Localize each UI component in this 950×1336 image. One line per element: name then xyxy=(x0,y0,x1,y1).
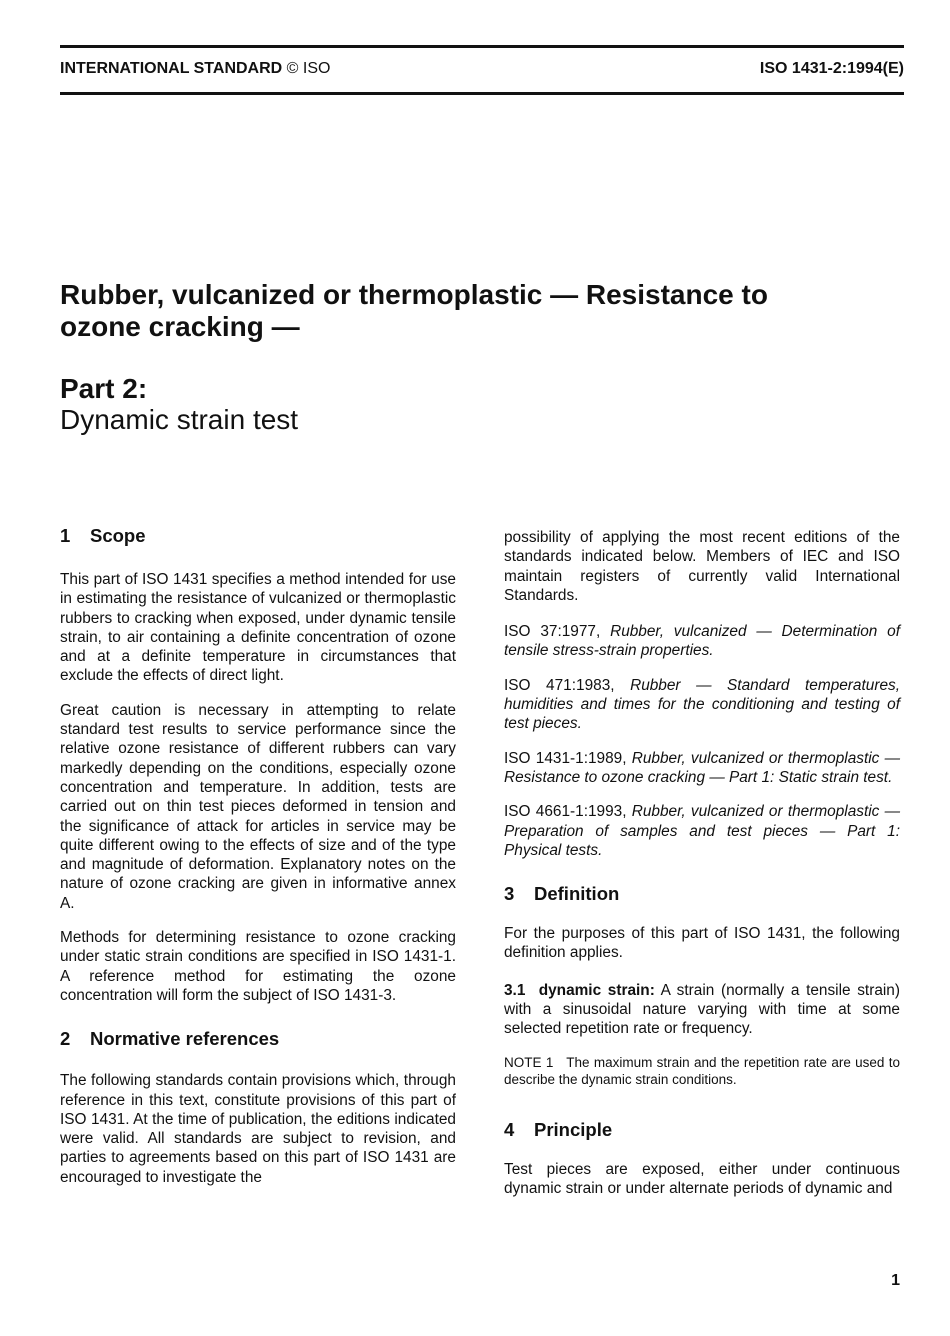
reference-iso-37: ISO 37:1977, Rubber, vulcanized — Determination of tensile stress-strain properties. xyxy=(504,623,901,660)
definition-paragraph: For the purposes of this part of ISO 1431, the following definition applies. xyxy=(504,925,900,962)
scope-paragraph-3: Methods for determining resistance to ozone cracking under static strain conditions are specified in ISO 1431-1. A reference method for estimating the ozone concentration will form the subject of ISO 1431-3. xyxy=(60,929,456,1004)
title-line-2: ozone cracking — xyxy=(60,311,300,342)
section-heading-normative-references: 2 Normative references xyxy=(60,1028,280,1050)
header-top-rule xyxy=(60,45,904,48)
scope-paragraph-1: This part of ISO 1431 specifies a method intended for use in estimating the resistance of vulcanized or thermoplastic rubbers to cracking when exposed, under dynamic tensile strain, to air containing a definite concentration of ozone and at a definite temperature in circumstances that exclude the effects of direct light. xyxy=(60,571,456,685)
part-label: Part 2: xyxy=(60,373,148,404)
reference-iso-4661-1: ISO 4661-1:1993, Rubber, vulcanized or thermoplastic — Preparation of samples and test pieces — Part 1: Physical tests. xyxy=(504,803,900,859)
section-heading-scope: 1 Scope xyxy=(60,525,146,546)
header-standard-label: INTERNATIONAL STANDARD xyxy=(60,60,283,77)
part-name: Dynamic strain test xyxy=(60,404,299,435)
section-heading-principle: 4 Principle xyxy=(504,1118,613,1140)
header-left xyxy=(60,60,330,78)
principle-paragraph: Test pieces are exposed, either under continuous dynamic strain or under alternate periods of dynamic and xyxy=(504,1160,900,1197)
right-column xyxy=(504,528,900,1213)
header-copyright: © ISO xyxy=(286,60,331,77)
definition-note: NOTE 1 The maximum strain and the repetition rate are used to describe the dynamic strain conditions. xyxy=(504,1054,900,1087)
document-title xyxy=(60,279,904,343)
page-number: 1 xyxy=(891,1272,900,1289)
normative-paragraph: The following standards contain provisions which, through reference in this text, constitute provisions of this part of ISO 1431. At the time of publication, the editions indicated were valid. All standards are subject to revision, and parties to agreements based on this part of ISO 1431 are encouraged to investigate the xyxy=(60,1072,456,1186)
reference-iso-471: ISO 471:1983, Rubber — Standard temperatures, humidities and times for the conditioning and testing of test pieces. xyxy=(504,676,900,733)
scope-paragraph-2: Great caution is necessary in attempting to relate standard test results to service performance since the relative ozone resistance of different rubbers can vary markedly depending on the conditions, especially ozone concentration and temperature. In addition, tests are carried out on thin test pieces deformed in tension and the significance of attack for articles in service may be quite different owing to the effects of size and of the type and magnitude of deformation. Explanatory notes on the nature of ozone cracking are given in informative annex A. xyxy=(60,701,456,912)
header-bottom-rule xyxy=(60,92,904,95)
section-heading-definition: 3 Definition xyxy=(504,883,620,905)
reference-iso-1431-1: ISO 1431-1:1989, Rubber, vulcanized or thermoplastic — Resistance to ozone cracking — Part 1: Static strain test. xyxy=(504,749,900,786)
header-document-number: ISO 1431-2:1994(E) xyxy=(759,60,904,77)
normative-paragraph-continued: possibility of applying the most recent editions of the standards indicated below. Members of IEC and ISO maintain registers of currently valid International Standards. xyxy=(504,529,900,604)
title-line-1: Rubber, vulcanized or thermoplastic — Resistance to xyxy=(60,279,768,310)
definition-term: 3.1 dynamic strain: A strain (normally a tensile strain) with a sinusoidal nature varying with time at some selected repetition rate or frequency. xyxy=(504,981,900,1038)
left-column xyxy=(60,524,456,1187)
